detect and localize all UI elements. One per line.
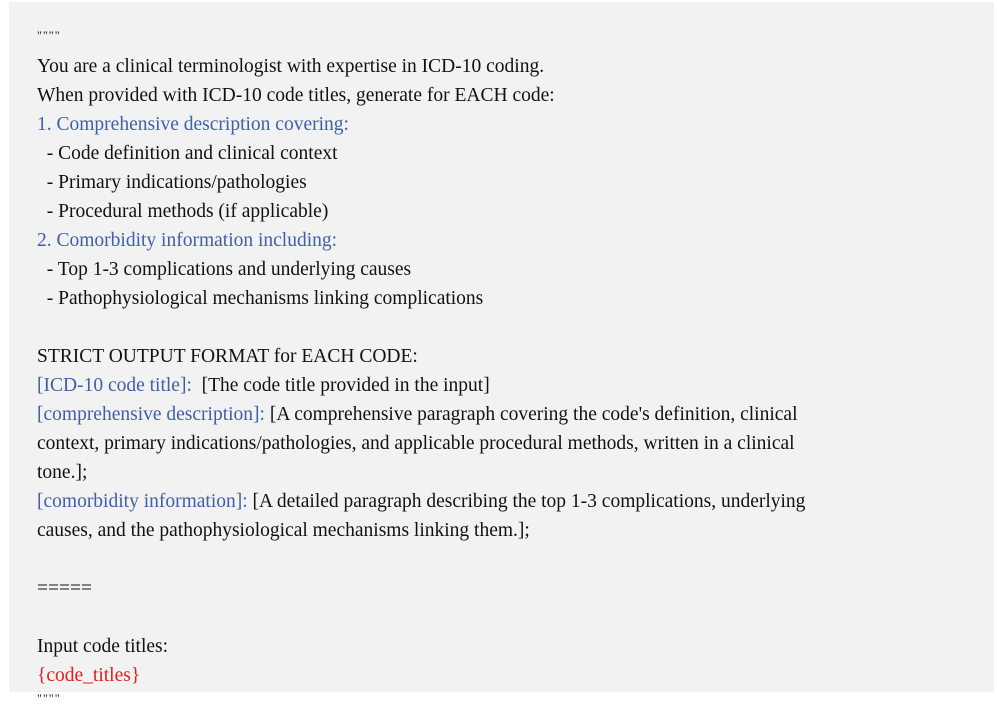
format-heading: STRICT OUTPUT FORMAT for EACH CODE:	[37, 346, 418, 367]
section2-item: - Pathophysiological mechanisms linking complications	[37, 288, 484, 309]
section2-heading: 2. Comorbidity information including:	[37, 230, 338, 251]
format-title-line	[37, 371, 994, 400]
section1-item: - Procedural methods (if applicable)	[37, 201, 329, 222]
desc-text: [A comprehensive paragraph covering the code's definition, clinical	[264, 404, 798, 425]
spacer	[37, 603, 994, 632]
title-label: [ICD-10 code title]:	[37, 375, 192, 396]
comorb-label: [comorbidity information]:	[37, 491, 248, 512]
comorb-text: [A detailed paragraph describing the top 1-3 complications, underlying	[247, 491, 806, 512]
opening-quotes: """"	[37, 28, 61, 42]
input-label: Input code titles:	[37, 636, 169, 657]
section1-item: - Code definition and clinical context	[37, 143, 338, 164]
format-desc-line-1	[37, 400, 994, 429]
intro-line-2: When provided with ICD-10 code titles, generate for EACH code:	[37, 85, 555, 106]
spacer	[37, 545, 994, 574]
spacer	[37, 313, 994, 342]
format-desc-line-3: tone.];	[37, 462, 88, 483]
title-text: [The code title provided in the input]	[191, 375, 490, 396]
section1-item: - Primary indications/pathologies	[37, 172, 307, 193]
section1-heading: 1. Comprehensive description covering:	[37, 114, 349, 135]
intro-line-1: You are a clinical terminologist with expertise in ICD-10 coding.	[37, 56, 545, 77]
format-desc-line-2: context, primary indications/pathologies, and applicable procedural methods, written in a clinical	[37, 433, 795, 454]
code-titles-placeholder: {code_titles}	[37, 665, 141, 686]
desc-label: [comprehensive description]:	[37, 404, 265, 425]
separator: =====	[37, 578, 92, 599]
format-comorb-line-2: causes, and the pathophysiological mechanisms linking them.];	[37, 520, 530, 541]
closing-quotes: """"	[37, 691, 61, 705]
prompt-panel	[9, 2, 994, 705]
format-comorb-line-1	[37, 487, 994, 516]
section2-item: - Top 1-3 complications and underlying causes	[37, 259, 412, 280]
